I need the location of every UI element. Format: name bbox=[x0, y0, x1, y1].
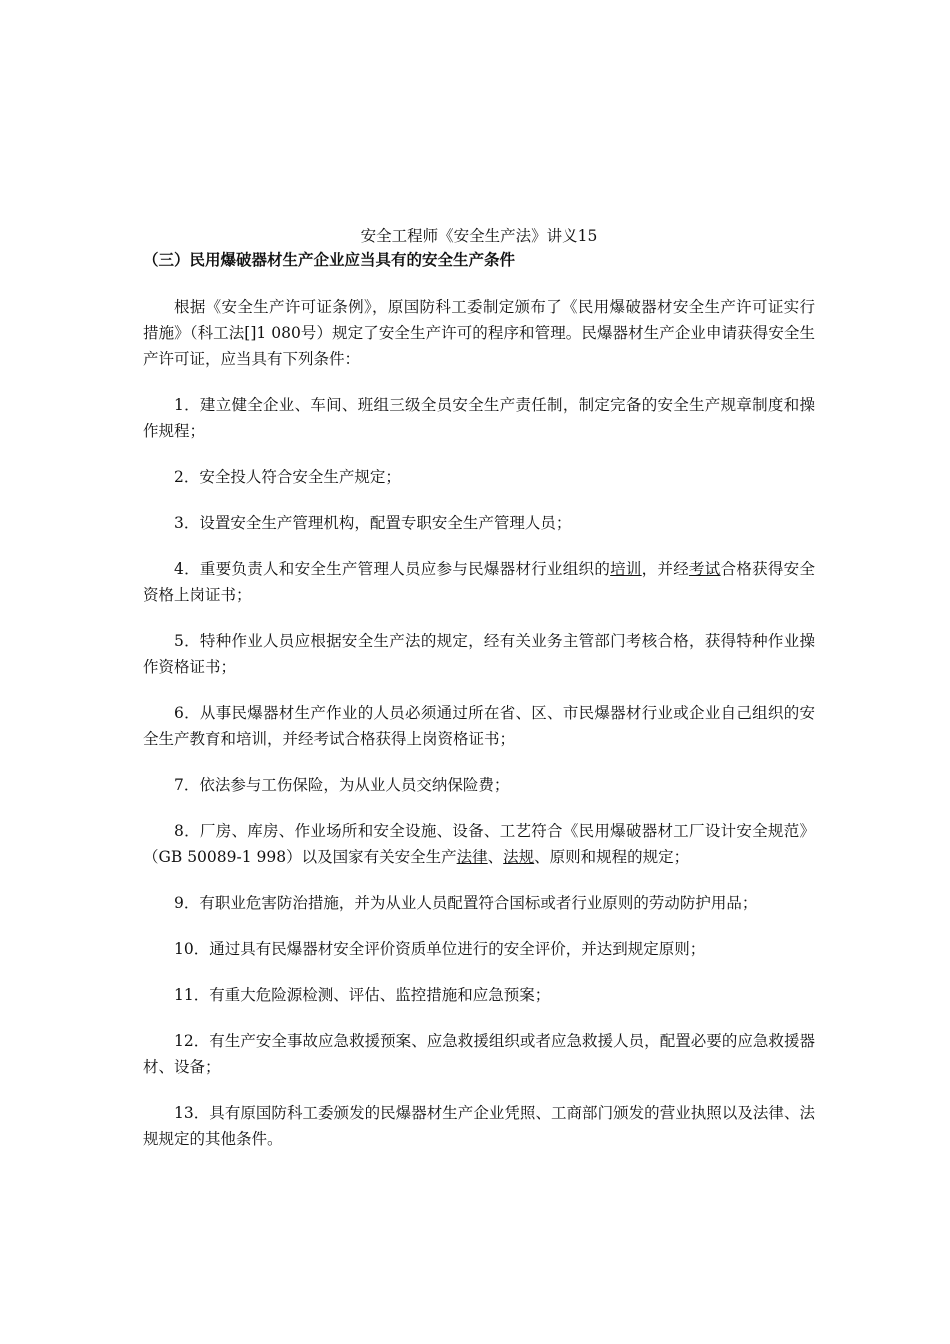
regulation-link[interactable]: 法规 bbox=[503, 848, 535, 866]
exam-link[interactable]: 考试 bbox=[689, 560, 721, 578]
document-title: 安全工程师《安全生产法》讲义15 bbox=[360, 227, 598, 245]
section-heading: （三）民用爆破器材生产企业应当具有的安全生产条件 bbox=[143, 250, 516, 269]
condition-item-4 bbox=[143, 556, 815, 608]
condition-item-4-text-c: 合格获得安全资格上岗证书； bbox=[143, 560, 815, 604]
condition-item-12: 12．有生产安全事故应急救援预案、应急救援组织或者应急救援人员，配置必要的应急救援器材、设备； bbox=[143, 1032, 815, 1076]
condition-item-4-text-a: 4．重要负责人和安全生产管理人员应参与民爆器材行业组织的 bbox=[174, 560, 611, 578]
document-body bbox=[143, 225, 815, 1152]
condition-item-2: 2．安全投人符合安全生产规定； bbox=[174, 468, 401, 486]
condition-item-8-text-b: 、 bbox=[487, 848, 504, 866]
condition-item-5: 5．特种作业人员应根据安全生产法的规定，经有关业务主管部门考核合格，获得特种作业操作资格证书； bbox=[143, 632, 815, 676]
law-link[interactable]: 法律 bbox=[456, 848, 488, 866]
condition-item-6: 6．从事民爆器材生产作业的人员必须通过所在省、区、市民爆器材行业或企业自己组织的安全生产教育和培训，并经考试合格获得上岗资格证书； bbox=[143, 704, 815, 748]
condition-item-3: 3．设置安全生产管理机构，配置专职安全生产管理人员； bbox=[174, 514, 572, 532]
condition-item-4-text-b: ，并经 bbox=[641, 560, 690, 578]
condition-item-7: 7．依法参与工伤保险，为从业人员交纳保险费； bbox=[174, 776, 510, 794]
intro-paragraph: 根据《安全生产许可证条例》，原国防科工委制定颁布了《民用爆破器材安全生产许可证实行措施》（科工法[]1 080号）规定了安全生产许可的程序和管理。民爆器材生产企业申请获得安全生产许可证，应当具有下列条件： bbox=[143, 298, 815, 368]
condition-item-13: 13．具有原国防科工委颁发的民爆器材生产企业凭照、工商部门颁发的营业执照以及法律、法规规定的其他条件。 bbox=[143, 1104, 815, 1148]
condition-item-10: 10．通过具有民爆器材安全评价资质单位进行的安全评价，并达到规定原则； bbox=[174, 940, 706, 958]
condition-item-8 bbox=[143, 818, 815, 870]
condition-item-8-text-c: 、原则和规程的规定； bbox=[534, 848, 690, 866]
condition-item-8-text-a: 8．厂房、库房、作业场所和安全设施、设备、工艺符合《民用爆破器材工厂设计安全规范》（GB 50089-1 998）以及国家有关安全生产 bbox=[143, 822, 815, 866]
condition-item-1: 1．建立健全企业、车间、班组三级全员安全生产责任制，制定完备的安全生产规章制度和操作规程； bbox=[143, 396, 815, 440]
condition-item-9: 9．有职业危害防治措施，并为从业人员配置符合国标或者行业原则的劳动防护用品； bbox=[174, 894, 758, 912]
training-link[interactable]: 培训 bbox=[610, 560, 642, 578]
condition-item-11: 11．有重大危险源检测、评估、监控措施和应急预案； bbox=[174, 986, 551, 1004]
